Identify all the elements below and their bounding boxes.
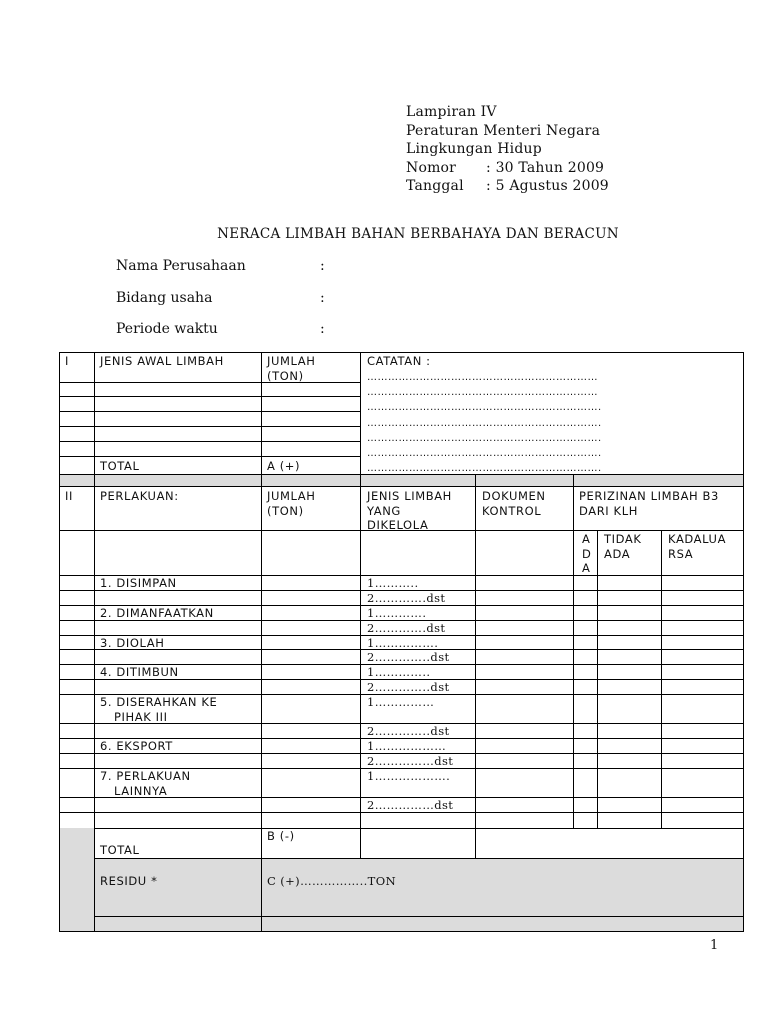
- catatan-dots-line: ………………………………………………………….: [367, 432, 602, 444]
- col-line: [573, 474, 574, 829]
- nomor-label: Nomor: [406, 159, 457, 176]
- item-diserahkan-line1: 5. DISERAHKAN KE: [100, 695, 218, 709]
- jumlah-line2: (TON): [267, 368, 304, 383]
- jumlah-header-2: [267, 489, 316, 518]
- row-line: [94, 858, 744, 859]
- ada-header: [582, 532, 591, 576]
- row-line: [59, 396, 360, 397]
- tanggal-value: : 5 Agustus 2009: [486, 178, 609, 194]
- row-line: [59, 456, 360, 457]
- catatan-dots-line: …………………………………………………………: [367, 387, 598, 399]
- dokumen-line2: KONTROL: [482, 503, 542, 518]
- dokumen-line1: DOKUMEN: [482, 489, 546, 503]
- jenis-limbah-header: [367, 489, 452, 533]
- item-dimanfaatkan-detail-2: 2………….dst: [367, 621, 446, 635]
- item-eksport-detail-1: 1………………: [367, 739, 447, 753]
- catatan-dots-line: ………………………………………………………….: [367, 417, 602, 429]
- section-1-number: I: [65, 354, 69, 368]
- total-residu-num-cell: [59, 828, 94, 931]
- residu-label: RESIDU *: [100, 874, 158, 888]
- col-line: [261, 352, 262, 932]
- item-perlakuan-lainnya: [100, 769, 191, 798]
- table-border-left: [59, 352, 60, 932]
- nama-perusahaan-colon: :: [320, 258, 325, 274]
- item-ditimbun-detail-2: 2…………..dst: [367, 680, 450, 694]
- table-border-bottom: [59, 931, 744, 932]
- jenis-awal-limbah-header: JENIS AWAL LIMBAH: [100, 354, 224, 368]
- col-line: [661, 530, 662, 829]
- c-plus-value: C (+)……………..TON: [267, 874, 397, 888]
- lampiran-line: Lampiran IV: [406, 104, 497, 120]
- col-line: [475, 474, 476, 859]
- b-minus-value: B (-): [267, 829, 295, 843]
- nama-perusahaan-label: Nama Perusahaan: [116, 258, 246, 274]
- periode-waktu-label: Periode waktu: [116, 321, 218, 337]
- item-diserahkan-detail-1: 1……………: [367, 695, 435, 709]
- tanggal-line: [406, 177, 609, 196]
- perizinan-line1: PERIZINAN LIMBAH B3: [579, 489, 719, 503]
- col-line: [94, 352, 95, 932]
- item-eksport: 6. EKSPORT: [100, 739, 173, 753]
- bidang-usaha-colon: :: [320, 290, 325, 306]
- item-diolah: 3. DIOLAH: [100, 636, 165, 650]
- document-title: NERACA LIMBAH BAHAN BERBAHAYA DAN BERACUN: [217, 226, 619, 242]
- perlakuan-header: PERLAKUAN:: [100, 489, 179, 503]
- row-line: [59, 426, 360, 427]
- item-perlakuan-line2: LAINNYA: [114, 783, 168, 798]
- nomor-line: [406, 159, 609, 178]
- table-border-top: [59, 352, 744, 353]
- kadalua-line1: KADALUA: [668, 532, 727, 546]
- item-perlakuan-line1: 7. PERLAKUAN: [100, 769, 191, 783]
- item-perlakuan-detail-2: 2……………dst: [367, 798, 454, 812]
- bidang-usaha-field: [116, 290, 325, 306]
- a-plus-value: A (+): [267, 459, 301, 473]
- catatan-dots-line: ………………………………………………………….: [367, 402, 602, 414]
- catatan-label: CATATAN :: [367, 354, 431, 368]
- item-diolah-detail-2: 2…………..dst: [367, 650, 450, 664]
- peraturan-line: Peraturan Menteri Negara: [406, 122, 601, 139]
- section-1-total-label: TOTAL: [100, 459, 140, 473]
- jumlah-line1: JUMLAH: [267, 489, 316, 503]
- section-2-number: II: [65, 489, 73, 503]
- row-line: [94, 828, 744, 829]
- item-disimpan: 1. DISIMPAN: [100, 576, 177, 590]
- item-disimpan-detail-2: 2………….dst: [367, 591, 446, 605]
- item-disimpan-detail-1: 1………..: [367, 576, 419, 590]
- kadalua-line2: RSA: [668, 546, 694, 561]
- item-diserahkan-line2: PIHAK III: [114, 709, 168, 724]
- item-diserahkan-detail-2: 2…………..dst: [367, 724, 450, 738]
- jenis-line2: YANG: [367, 503, 401, 518]
- jumlah-line2: (TON): [267, 503, 304, 518]
- item-perlakuan-detail-1: 1……………….: [367, 769, 451, 783]
- nomor-value: : 30 Tahun 2009: [486, 159, 605, 176]
- item-ditimbun-detail-1: 1…………..: [367, 665, 431, 679]
- catatan-dots-line: ………………………………………………………….: [367, 448, 602, 460]
- col-line: [597, 530, 598, 829]
- lingkungan-line: Lingkungan Hidup: [406, 141, 542, 157]
- jumlah-header-1: [267, 354, 316, 383]
- perizinan-line2: DARI KLH: [579, 503, 638, 518]
- separator-row-2: [94, 916, 744, 931]
- jenis-line1: JENIS LIMBAH: [367, 489, 452, 503]
- residu-row: [94, 858, 744, 916]
- item-diserahkan: [100, 695, 217, 724]
- jenis-line3: DIKELOLA: [367, 518, 429, 532]
- item-dimanfaatkan: 2. DIMANFAATKAN: [100, 606, 214, 620]
- tidak-line1: TIDAK: [604, 532, 642, 546]
- row-line: [59, 441, 360, 442]
- catatan-dots-line: ………………………………………………………….: [367, 463, 602, 475]
- catatan-dots: [367, 370, 602, 476]
- regulation-header: [406, 103, 609, 196]
- kadaluarsa-header: [668, 532, 726, 561]
- periode-waktu-field: [116, 321, 325, 337]
- item-eksport-detail-2: 2……………dst: [367, 754, 454, 768]
- periode-waktu-colon: :: [320, 321, 325, 337]
- tidak-line2: ADA: [604, 546, 631, 561]
- catatan-dots-line: …………………………………………………………: [367, 372, 598, 383]
- ada-letter: A: [582, 561, 591, 575]
- col-line: [360, 352, 361, 859]
- row-line: [59, 486, 744, 487]
- dokumen-kontrol-header: [482, 489, 546, 518]
- bidang-usaha-label: Bidang usaha: [116, 290, 213, 306]
- nama-perusahaan-field: [116, 258, 325, 274]
- ada-letter: D: [582, 546, 592, 561]
- section-2-total-label: TOTAL: [100, 843, 140, 857]
- item-dimanfaatkan-detail-1: 1………….: [367, 606, 427, 620]
- ada-letter: A: [582, 532, 591, 546]
- jumlah-line1: JUMLAH: [267, 354, 316, 368]
- tidak-ada-header: [604, 532, 641, 561]
- page-number: 1: [710, 938, 719, 953]
- row-line: [59, 411, 360, 412]
- item-ditimbun: 4. DITIMBUN: [100, 665, 179, 679]
- perizinan-header: [579, 489, 719, 518]
- tanggal-label: Tanggal: [406, 178, 464, 194]
- table-border-right: [743, 352, 744, 932]
- item-diolah-detail-1: 1…………….: [367, 636, 439, 650]
- row-line: [94, 916, 744, 917]
